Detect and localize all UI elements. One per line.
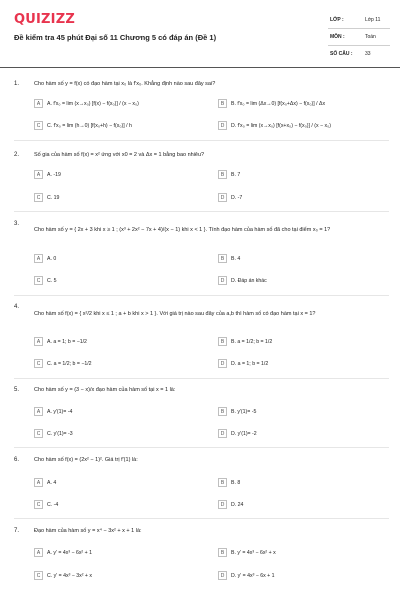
option-text: B. y' = 4x³ − 6x² + x (231, 549, 276, 556)
option-text: D. 24 (231, 501, 244, 508)
option-letter-box: C (34, 121, 43, 130)
option-a[interactable] (34, 547, 92, 558)
question-text: Cho hàm số y = { 2x + 3 khi x ≥ 1 ; (x³ + 2x² − 7x + 4)/(x − 1) khi x < 1 }. Tính đạo hàm của hàm số đã cho tại điểm x₀ = 1? (34, 227, 331, 233)
meta-row-count (328, 46, 390, 63)
question-number: 6. (14, 457, 20, 463)
option-text: A. 0 (47, 255, 57, 262)
question-number: 5. (14, 387, 20, 393)
question-number: 7. (14, 528, 20, 534)
meta-row-class (328, 12, 390, 29)
option-text: C. y'(1)= -3 (47, 430, 73, 437)
option-letter-box: A (34, 407, 43, 416)
option-letter-box: D (218, 429, 227, 438)
option-b[interactable] (218, 169, 240, 180)
option-text: D. a = 1; b = 1/2 (231, 360, 269, 367)
option-c[interactable] (34, 120, 132, 131)
option-d[interactable] (218, 192, 242, 203)
option-d[interactable] (218, 499, 243, 510)
meta-row-subject (328, 29, 390, 46)
option-text: A. a = 1; b = −1/2 (47, 338, 87, 345)
option-b[interactable] (218, 98, 325, 109)
option-text: B. 8 (231, 479, 241, 486)
option-text: C. 19 (47, 194, 60, 201)
question-text: Đạo hàm của hàm số y = x⁴ − 3x² + x + 1 là: (34, 528, 142, 534)
document-title: Đề kiểm tra 45 phút Đại số 11 Chương 5 có đáp án (Đề 1) (14, 33, 217, 42)
option-a[interactable] (34, 336, 87, 347)
option-letter-box: B (218, 548, 227, 557)
option-text: C. -4 (47, 501, 59, 508)
option-text: B. 4 (231, 255, 241, 262)
option-letter-box: B (218, 170, 227, 179)
option-text: A. y' = 4x³ − 6x² + 1 (47, 549, 92, 556)
option-letter-box: A (34, 337, 43, 346)
question-text: Số gia của hàm số f(x) = x² ứng với x0 = 2 và Δx = 1 bằng bao nhiêu? (34, 152, 205, 158)
option-a[interactable] (34, 477, 56, 488)
option-b[interactable] (218, 406, 256, 417)
question-number: 3. (14, 221, 20, 227)
meta-label: SỐ CÂU : (330, 51, 353, 57)
option-c[interactable] (34, 570, 92, 581)
option-letter-box: A (34, 254, 43, 263)
option-text: A. -19 (47, 171, 61, 178)
option-text: B. 7 (231, 171, 241, 178)
option-letter-box: B (218, 478, 227, 487)
option-text: B. f'x₀ = lim (Δx→0) [f(x₀+Δx) − f(x₀)] / Δx (231, 100, 326, 107)
meta-value: Toán (365, 34, 376, 40)
option-d[interactable] (218, 358, 268, 369)
option-letter-box: C (34, 193, 43, 202)
option-c[interactable] (34, 358, 92, 369)
option-letter-box: C (34, 429, 43, 438)
option-text: D. Đáp án khác (231, 277, 267, 284)
quizizz-logo[interactable]: QUIZIZZ (14, 12, 75, 27)
question-separator (14, 518, 389, 519)
meta-value: Lớp 11 (365, 17, 381, 23)
question-number: 1. (14, 81, 20, 87)
option-c[interactable] (34, 428, 73, 439)
option-letter-box: B (218, 99, 227, 108)
option-letter-box: B (218, 254, 227, 263)
option-letter-box: D (218, 571, 227, 580)
question-text: Cho hàm số y = f(x) có đạo hàm tại x₀ là f'x₀. Khẳng định nào sau đây sai? (34, 81, 216, 87)
option-c[interactable] (34, 192, 59, 203)
option-text: C. 5 (47, 277, 57, 284)
option-text: C. a = 1/2; b = −1/2 (47, 360, 92, 367)
question-text: Cho hàm số y = (3 − x)/x đạo hàm của hàm số tại x = 1 là: (34, 387, 176, 393)
meta-value: 33 (365, 51, 371, 57)
option-d[interactable] (218, 570, 275, 581)
option-a[interactable] (34, 253, 56, 264)
option-letter-box: A (34, 478, 43, 487)
option-text: D. y'(1)= -2 (231, 430, 257, 437)
option-letter-box: D (218, 121, 227, 130)
option-b[interactable] (218, 336, 272, 347)
option-c[interactable] (34, 275, 57, 286)
option-text: D. -7 (231, 194, 243, 201)
option-b[interactable] (218, 547, 276, 558)
option-letter-box: D (218, 500, 227, 509)
meta-label: MÔN : (330, 34, 345, 40)
option-a[interactable] (34, 406, 72, 417)
header-divider (0, 67, 400, 68)
option-letter-box: A (34, 170, 43, 179)
question-separator (14, 447, 389, 448)
question-separator (14, 378, 389, 379)
option-d[interactable] (218, 275, 267, 286)
option-a[interactable] (34, 169, 61, 180)
option-letter-box: C (34, 276, 43, 285)
option-letter-box: D (218, 359, 227, 368)
question-separator (14, 295, 389, 296)
question-text: Cho hàm số f(x) = (2x² − 1)². Giá trị f'(1) là: (34, 457, 138, 463)
option-text: D. f'x₀ = lim (x→x₀) [f(x+x₀) − f(x₀)] / (x − x₀) (231, 122, 331, 129)
option-letter-box: B (218, 337, 227, 346)
option-letter-box: D (218, 276, 227, 285)
option-letter-box: D (218, 193, 227, 202)
option-letter-box: A (34, 548, 43, 557)
option-text: C. y' = 4x³ − 3x² + x (47, 572, 92, 579)
option-a[interactable] (34, 98, 139, 109)
option-letter-box: C (34, 359, 43, 368)
option-text: B. a = 1/2; b = 1/2 (231, 338, 273, 345)
option-letter-box: A (34, 99, 43, 108)
option-c[interactable] (34, 499, 58, 510)
option-letter-box: C (34, 571, 43, 580)
option-letter-box: C (34, 500, 43, 509)
option-d[interactable] (218, 428, 257, 439)
option-text: B. y'(1)= -5 (231, 408, 257, 415)
page-header (0, 0, 400, 70)
option-text: A. y'(1)= -4 (47, 408, 73, 415)
meta-label: LỚP : (330, 17, 344, 23)
option-text: D. y' = 4x³ − 6x + 1 (231, 572, 275, 579)
option-b[interactable] (218, 477, 240, 488)
meta-panel (328, 12, 390, 63)
question-separator (14, 140, 389, 141)
question-text: Cho hàm số f(x) = { x²/2 khi x ≤ 1 ; a + b khi x > 1 }. Với giá trị nào sau đây của a,b thì hàm số có đạo hàm tại x = 1? (34, 311, 316, 317)
question-separator (14, 211, 389, 212)
option-text: A. 4 (47, 479, 57, 486)
option-text: A. f'x₀ = lim (x→x₀) [f(x) − f(x₀)] / (x − x₀) (47, 100, 139, 107)
option-text: C. f'x₀ = lim (h→0) [f(x₀+h) − f(x₀)] / h (47, 122, 132, 129)
option-letter-box: B (218, 407, 227, 416)
option-b[interactable] (218, 253, 240, 264)
option-d[interactable] (218, 120, 331, 131)
question-number: 2. (14, 152, 20, 158)
question-number: 4. (14, 304, 20, 310)
